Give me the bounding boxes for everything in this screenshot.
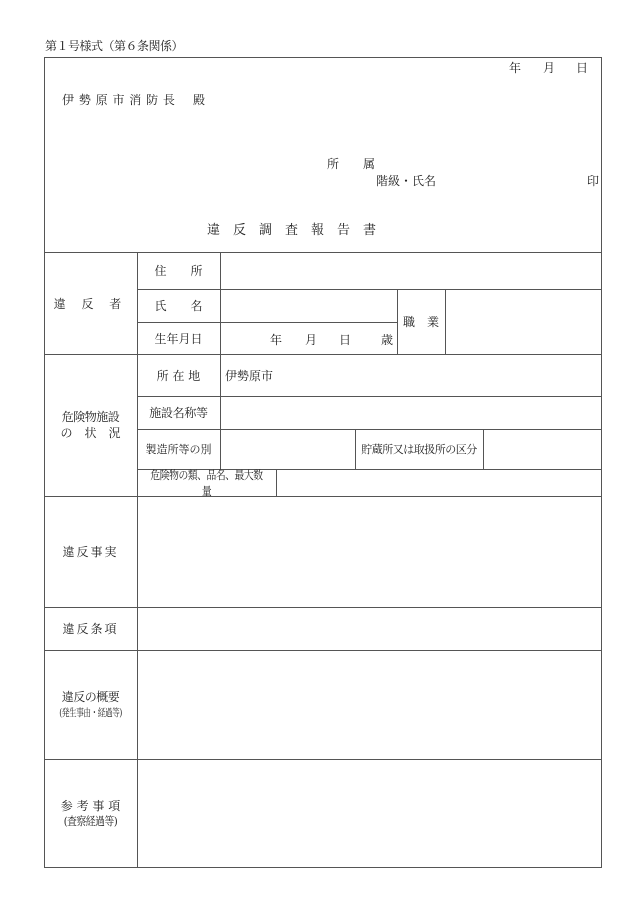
birthdate-field[interactable]: [221, 323, 396, 354]
violation-summary-sublabel: (発生事由・経過等): [59, 706, 122, 719]
facility-section-label-line1: 危険物施設: [61, 409, 120, 424]
birthdate-month-label: 月: [305, 333, 318, 347]
violator-section-label: 違 反 者: [53, 296, 128, 311]
birthdate-year-label: 年: [270, 333, 283, 347]
violation-summary-field[interactable]: [138, 651, 601, 759]
violation-summary-label-main: 違反の概要: [61, 690, 120, 705]
form-number-caption: 第１号様式（第６条関係）: [45, 39, 184, 53]
occupation-label: 職 業: [402, 315, 439, 329]
location-field[interactable]: 伊勢原市: [225, 369, 274, 383]
violation-facts-label: 違反事実: [62, 545, 119, 559]
date-year-label: 年: [509, 61, 522, 75]
manufacturing-type-label: 製造所等の別: [145, 443, 212, 456]
report-title: 違 反 調 査 報 告 書: [207, 223, 377, 238]
name-field[interactable]: [221, 290, 396, 322]
reference-label: [44, 759, 137, 868]
facility-section-label: [44, 354, 137, 496]
address-label: 住 所: [154, 264, 203, 278]
birthdate-label: 生年月日: [154, 331, 203, 346]
name-label: 氏 名: [154, 299, 203, 313]
violation-clauses-field[interactable]: [138, 608, 601, 650]
hazmat-field[interactable]: [277, 470, 601, 496]
reference-sublabel: (査察経過等): [63, 813, 118, 828]
violation-clauses-label: 違反条項: [62, 622, 119, 636]
address-field[interactable]: [221, 253, 606, 289]
reference-field[interactable]: [138, 760, 601, 867]
facility-name-field[interactable]: [221, 397, 601, 429]
hazmat-label: [137, 469, 276, 496]
storage-handling-label: 貯蔵所又は取扱所の区分: [361, 443, 477, 456]
manufacturing-type-field[interactable]: [221, 430, 355, 469]
location-label: 所 在 地: [156, 368, 201, 383]
reference-label-main: 参 考 事 項: [60, 798, 121, 813]
occupation-field[interactable]: [446, 290, 601, 354]
hazmat-label-text: 危険物の類、品名、最大数量: [150, 467, 263, 498]
facility-section-label-line2: の 状 況: [60, 426, 121, 440]
addressee: 伊 勢 原 市 消 防 長: [62, 93, 176, 107]
seal-mark: 印: [587, 174, 600, 188]
date-month-label: 月: [543, 61, 556, 75]
storage-handling-field[interactable]: [484, 430, 601, 469]
rank-name-label: 階級・氏名: [376, 174, 437, 188]
violation-summary-label: [44, 650, 137, 759]
age-label: 歳: [381, 333, 394, 347]
facility-name-label: 施設名称等: [149, 406, 208, 420]
affiliation-label: 所 属: [327, 157, 376, 171]
birthdate-day-label: 日: [339, 333, 352, 347]
date-day-label: 日: [576, 61, 589, 75]
violation-facts-field[interactable]: [138, 497, 601, 607]
addressee-honorific: 殿: [193, 93, 206, 107]
